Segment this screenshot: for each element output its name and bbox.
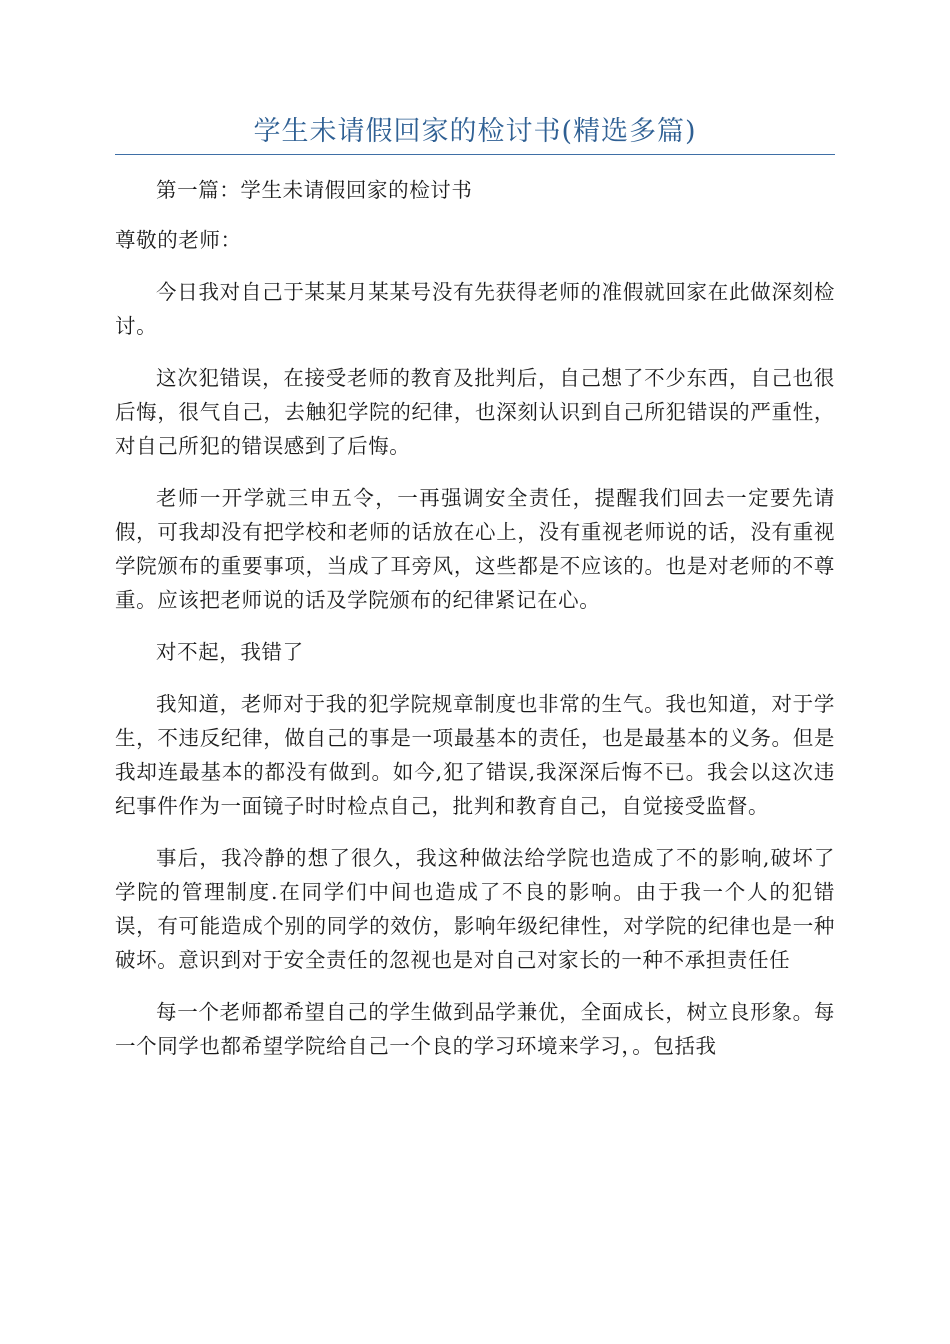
- paragraph: 我知道，老师对于我的犯学院规章制度也非常的生气。我也知道，对于学生，不违反纪律，做自己的事是一项最基本的责任，也是最基本的义务。但是我却连最基本的都没有做到。如今,犯了错误,我深深后悔不已。我会以这次违纪事件作为一面镜子时时检点自己，批判和教育自己，自觉接受监督。: [115, 692, 835, 818]
- title-underline: [115, 154, 835, 155]
- document-body: [115, 173, 835, 1081]
- paragraph: 事后，我冷静的想了很久，我这种做法给学院也造成了不的影响,破坏了学院的管理制度.在同学们中间也造成了不良的影响。由于我一个人的犯错误，有可能造成个别的同学的效仿，影响年级纪律性，对学院的纪律也是一种破坏。意识到对于安全责任的忽视也是对自己对家长的一种不承担责任任: [115, 846, 835, 972]
- salutation: 尊敬的老师：: [115, 228, 242, 252]
- paragraph: 今日我对自己于某某月某某号没有先获得老师的准假就回家在此做深刻检讨。: [115, 280, 835, 338]
- paragraph: 对不起，我错了: [156, 640, 304, 664]
- document-title: 学生未请假回家的检讨书(精选多篇): [253, 116, 697, 147]
- paragraph: 这次犯错误，在接受老师的教育及批判后，自己想了不少东西，自己也很后悔，很气自己，去触犯学院的纪律，也深刻认识到自己所犯错误的严重性，对自己所犯的错误感到了后悔。: [115, 366, 835, 458]
- section-heading: 第一篇：学生未请假回家的检讨书: [156, 178, 473, 202]
- paragraph: 老师一开学就三申五令，一再强调安全责任，提醒我们回去一定要先请假，可我却没有把学校和老师的话放在心上，没有重视老师说的话，没有重视学院颁布的重要事项，当成了耳旁风，这些都是不应该的。也是对老师的不尊重。应该把老师说的话及学院颁布的纪律紧记在心。: [115, 486, 835, 612]
- paragraph: 每一个老师都希望自己的学生做到品学兼优，全面成长，树立良形象。每一个同学也都希望学院给自己一个良的学习环境来学习，。包括我: [115, 1000, 835, 1058]
